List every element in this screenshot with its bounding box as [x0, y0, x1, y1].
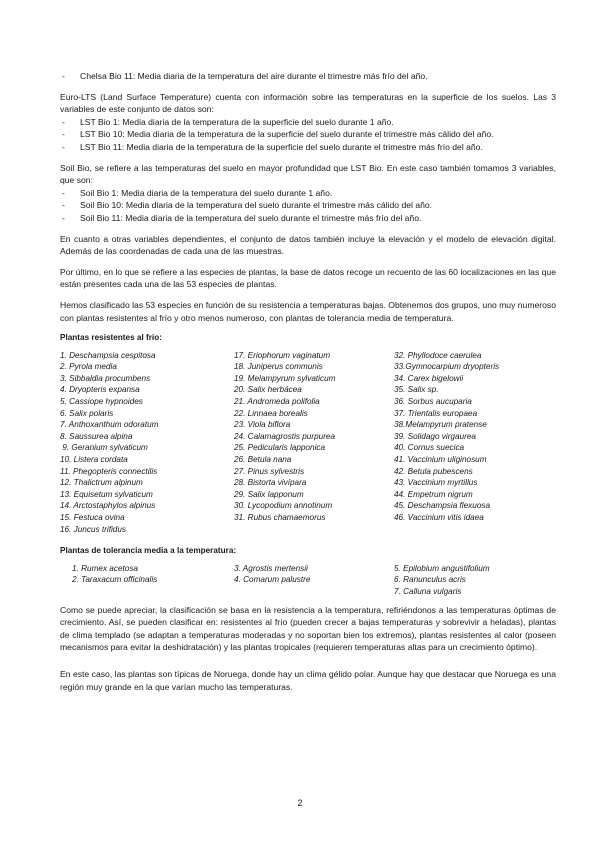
list-item: 22. Linnaea borealis — [234, 408, 308, 418]
list-item: 46. Vaccinium vitis idaea — [394, 513, 484, 522]
cold-col-2 — [234, 350, 394, 536]
list-item: 41. Vaccinium uliginosum — [394, 455, 487, 465]
chelsa-list — [60, 70, 556, 83]
list-item: 13. Equisetum sylvaticum — [60, 489, 153, 499]
cold-col-3 — [394, 350, 554, 536]
classification-intro-paragraph: Hemos clasificado las 53 especies en función de su resistencia a temperaturas bajas. Obtenemos dos grupos, uno muy numeroso con plantas resistentes al frío y otro menos numeroso, con plantas de tolerancia media de temperatura. — [60, 299, 556, 323]
list-item: - Soil Bio 10: Media diaria de la temperatura del suelo durante el trimestre más cálido del año. — [60, 199, 556, 212]
list-item: 8. Saussurea alpina — [60, 431, 133, 441]
list-item: 26. Betula nana — [234, 455, 292, 465]
list-item: 23. Viola biflora — [234, 420, 291, 430]
list-item: 37. Trientalis europaea — [394, 408, 478, 418]
list-item: 25. Pedicularis lapponica — [234, 443, 326, 453]
list-item: 17. Eriophorum vaginatum — [234, 350, 331, 360]
medium-col-3 — [394, 563, 554, 598]
list-item: 43. Vaccinium myrtillus — [394, 478, 478, 488]
list-item: 27. Pinus sylvestris — [234, 466, 305, 476]
euro-lts-list — [60, 116, 556, 154]
dependent-variables-paragraph: En cuanto a otras variables dependientes, el conjunto de datos también incluye la elevación y el modelo de elevación digital. Además de las coordenadas de cada una de las muestras. — [60, 233, 556, 257]
list-item: 7. Anthoxanthum odoratum — [60, 420, 159, 430]
list-item: 29. Salix lapponum — [234, 489, 304, 499]
list-item: 5. Cassiope hypnoides — [60, 397, 143, 407]
list-item: 15. Festuca ovina — [60, 513, 125, 522]
cold-col-1 — [60, 350, 234, 536]
list-item: 9. Geranium sylvaticum — [60, 443, 148, 453]
page-number: 2 — [297, 798, 303, 808]
list-item: 14. Arctostaphylos alpinus — [60, 501, 156, 511]
soil-bio-list — [60, 187, 556, 225]
list-item: 33.Gymnocarpium dryopteris — [394, 362, 500, 372]
list-item: 11. Phegopteris connectilis — [60, 466, 158, 476]
medium-tolerance-heading: Plantas de tolerancia media a la temperatura: — [60, 546, 237, 556]
list-item: 2. Taraxacum officinalis — [72, 575, 158, 585]
cold-resistant-list — [60, 350, 556, 536]
list-item: 4. Comarum palustre — [234, 575, 311, 585]
list-item: - LST Bio 10: Media diaria de la temperatura de la superficie del suelo durante el trimestre más cálido del año. — [60, 128, 556, 141]
list-item: - LST Bio 11: Media diaria de la temperatura de la superficie del suelo durante el trimestre más frío del año. — [60, 141, 556, 154]
list-item: 39. Solidago virgaurea — [394, 431, 476, 441]
medium-col-2 — [234, 563, 394, 598]
medium-col-1 — [60, 563, 234, 598]
list-item: 16. Juncus trifidus — [60, 524, 126, 534]
document-page — [60, 70, 556, 701]
list-item: 40. Cornus suecica — [394, 443, 465, 453]
list-item: 36. Sorbus aucuparia — [394, 397, 472, 407]
norway-paragraph: En este caso, las plantas son típicas de Noruega, donde hay un clima gélido polar. Aunque hay que destacar que Noruega es una región muy grande en la que varían mucho las temperaturas. — [60, 668, 556, 692]
list-item: 30. Lycopodium annotinum — [234, 501, 333, 511]
list-item: 18. Juniperus communis — [234, 362, 323, 372]
list-item: 10. Listera cordata — [60, 455, 128, 465]
list-item: 3. Agrostis mertensii — [234, 563, 308, 573]
list-item: 45. Deschampsia flexuosa — [394, 501, 491, 511]
medium-tolerance-list — [60, 563, 556, 598]
species-paragraph: Por último, en lo que se refiere a las especies de plantas, la base de datos recoge un recuento de las 60 localizaciones en las que están presentes cada una de las 53 especies de plantas. — [60, 266, 556, 290]
list-item: - LST Bio 1: Media diaria de la temperatura de la superficie del suelo durante 1 año. — [60, 116, 556, 129]
list-item: 5. Epilobium angustifolium — [394, 563, 490, 573]
list-item: 1. Rumex acetosa — [72, 563, 138, 573]
list-item: 21. Andromeda polifolia — [234, 397, 320, 407]
list-item: 7. Calluna vulgaris — [394, 586, 462, 596]
list-item: 35. Salix sp. — [394, 385, 439, 395]
list-item: 38.Melampyrum pratense — [394, 420, 487, 430]
list-item: - Soil Bio 11: Media diaria de la temperatura del suelo durante el trimestre más frío del año. — [60, 212, 556, 225]
list-item: 19. Melampyrum sylvaticum — [234, 373, 336, 383]
list-item: 2. Pyrola media — [60, 362, 117, 372]
list-item: 12. Thalictrum alpinum — [60, 478, 143, 488]
classification-paragraph: Como se puede apreciar, la clasificación se basa en la resistencia a la temperatura, refiriéndonos a las temperaturas óptimas de crecimiento. Así, se pueden clasificar en: resistentes al frío (pueden crecer a bajas temperaturas y sobrevivir a heladas), plantas de clima templado (se adaptan a temperaturas moderadas y no soportan bien los extremos), plantas resistentes al calor (poseen mecanismos para evitar la deshidratación) y las plantas tropicales (requieren temperaturas altas para un crecimiento óptimo). — [60, 604, 556, 653]
list-item: 44. Empetrum nigrum — [394, 489, 473, 499]
list-item: 1. Deschampsia cespitosa — [60, 350, 156, 360]
list-item: 28. Bistorta vivípara — [234, 478, 307, 488]
list-item: 42. Betula pubescens — [394, 466, 473, 476]
list-item: 6. Salix polaris — [60, 408, 114, 418]
list-item: - Chelsa Bio 11: Media diaria de la temperatura del aire durante el trimestre más frío del año. — [60, 70, 556, 83]
soil-bio-intro: Soil Bio, se refiere a las temperaturas del suelo en mayor profundidad que LST Bio. En este caso también tomamos 3 variables, que son: — [60, 162, 556, 186]
cold-resistant-heading: Plantas resistentes al frío: — [60, 333, 162, 343]
list-item: 4. Dryopteris expansa — [60, 385, 140, 395]
list-item: 3. Sibbaldia procumbens — [60, 373, 151, 383]
euro-lts-intro: Euro-LTS (Land Surface Temperature) cuenta con información sobre las temperaturas en la superficie de los suelos. Las 3 variables de este conjunto de datos son: — [60, 91, 556, 115]
list-item: 31. Rubus chamaemorus — [234, 513, 326, 522]
list-item: - Soil Bio 1: Media diaria de la temperatura del suelo durante 1 año. — [60, 187, 556, 200]
list-item: 32. Phyllodoce caerulea — [394, 350, 482, 360]
list-item: 20. Salix herbácea — [234, 385, 302, 395]
list-item: 34. Carex bigelowii — [394, 373, 464, 383]
list-item: 24. Calamagrostis purpurea — [234, 431, 336, 441]
list-item: 6. Ranunculus acris — [394, 575, 466, 585]
